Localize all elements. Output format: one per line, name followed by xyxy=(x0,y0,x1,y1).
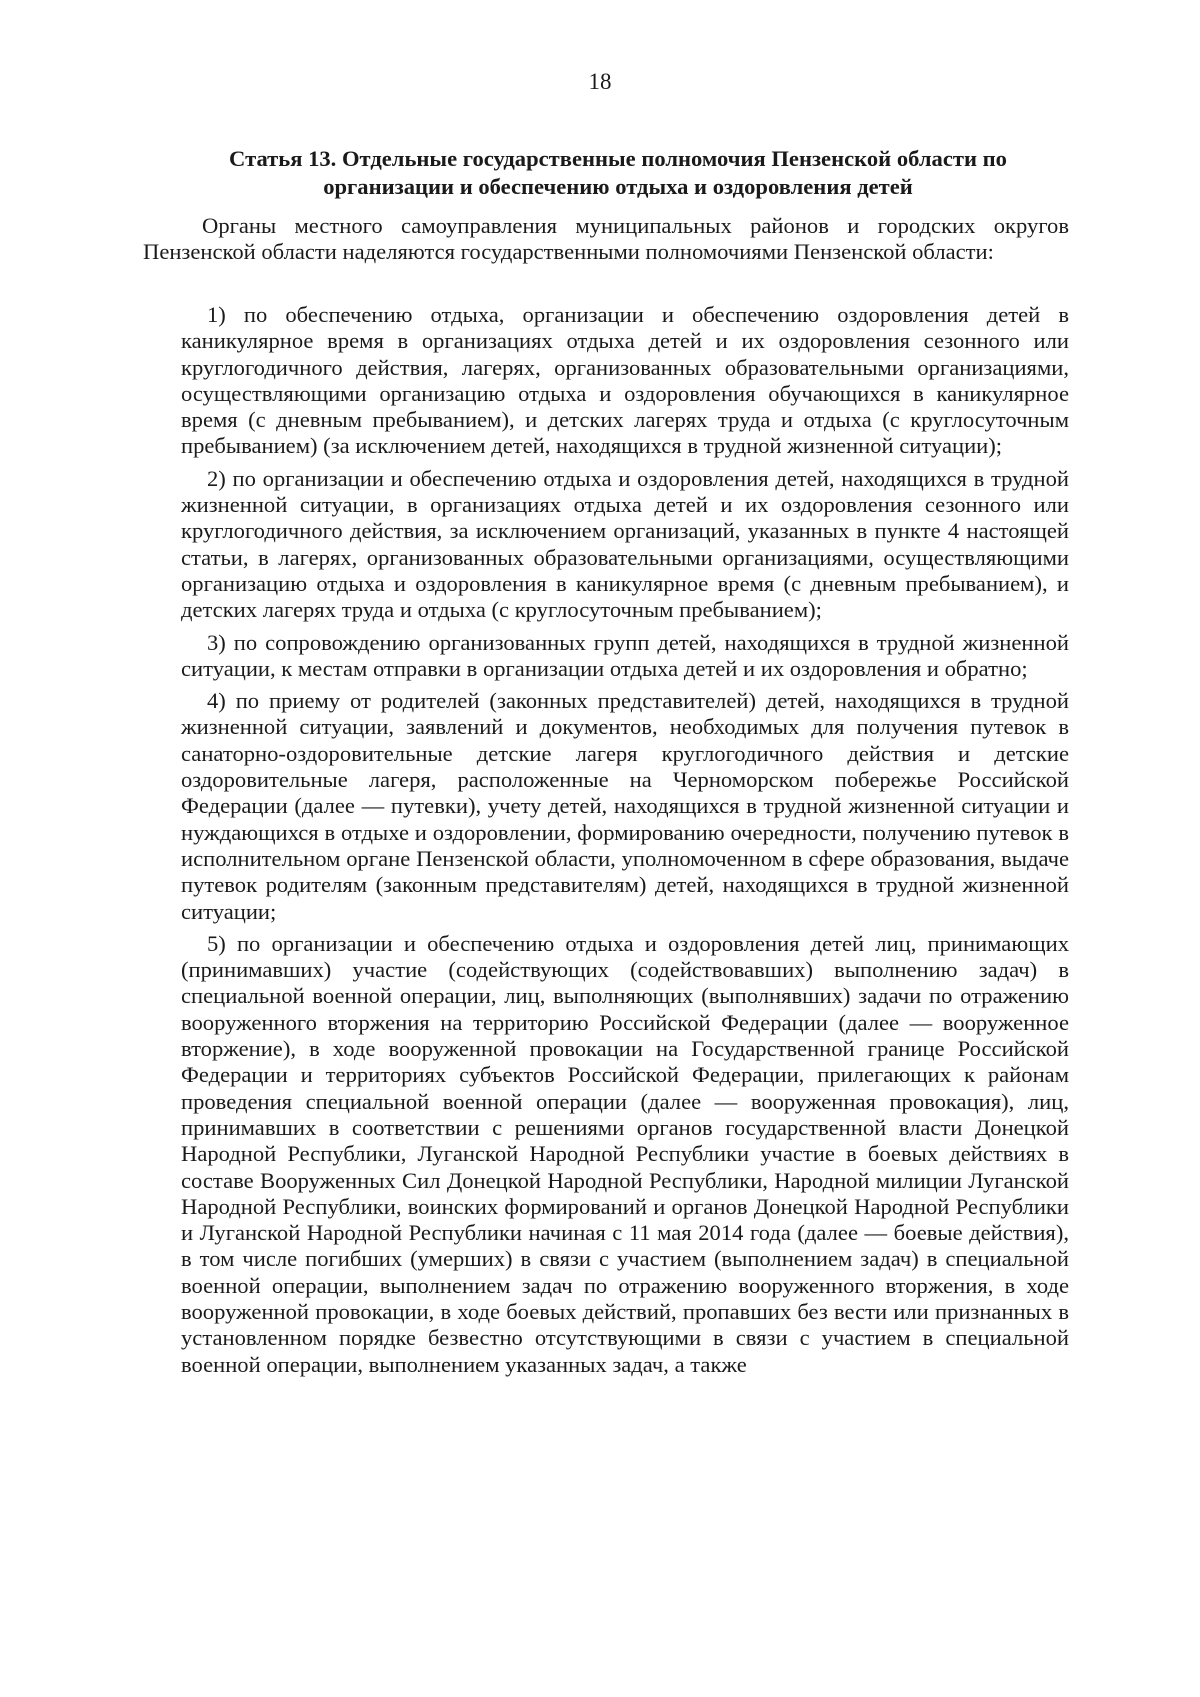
list-item: 3) по сопровождению организованных групп детей, находящихся в трудной жизненной ситуации, к местам отправки в организации отдыха детей и их оздоровления и обратно; xyxy=(181,629,1069,681)
page-number: 18 xyxy=(588,69,612,94)
list-item: 2) по организации и обеспечению отдыха и оздоровления детей, находящихся в трудной жизненной ситуации, в организациях отдыха детей и их оздоровления сезонного или круглогодичного действия, за исключением организаций, указанных в пункте 4 настоящей статьи, в лагерях, организованных образовательными организациями, осуществляющими организацию отдыха и оздоровления в каникулярное время (с дневным пребыванием), и детских лагерях труда и отдыха (с круглосуточным пребыванием); xyxy=(181,465,1069,623)
list-item: 4) по приему от родителей (законных представителей) детей, находящихся в трудной жизненной ситуации, заявлений и документов, необходимых для получения путевок в санаторно-оздоровительные детские лагеря круглогодичного действия и детские оздоровительные лагеря, расположенные на Черноморском побережье Российской Федерации (далее — путевки), учету детей, находящихся в трудной жизненной ситуации и нуждающихся в отдыхе и оздоровлении, формированию очередности, получению путевок в исполнительном органе Пензенской области, уполномоченном в сфере образования, выдаче путевок родителям (законным представителям) детей, находящихся в трудной жизненной ситуации; xyxy=(181,688,1069,924)
article-intro: Органы местного самоуправления муниципальных районов и городских округов Пензенской области наделяются государственными полномочиями Пензенской области: xyxy=(143,213,1069,265)
list-item: 5) по организации и обеспечению отдыха и оздоровления детей лиц, принимающих (принимавших) участие (содействующих (содействовавших) выполнению задач) в специальной военной операции, лиц, выполняющих (выполнявших) задачи по отражению вооруженного вторжения на территорию Российской Федерации (далее — вооруженное вторжение), в ходе вооруженной провокации на Государственной границе Российской Федерации и территориях субъектов Российской Федерации, прилегающих к районам проведения специальной военной операции (далее — вооруженная провокация), лиц, принимавших в соответствии с решениями органов государственной власти Донецкой Народной Республики, Луганской Народной Республики участие в боевых действиях в составе Вооруженных Сил Донецкой Народной Республики, Народной милиции Луганской Народной Республики, воинских формирований и органов Донецкой Народной Республики и Луганской Народной Республики начиная с 11 мая 2014 года (далее — боевые действия), в том числе погибших (умерших) в связи с участием (выполнением задач) в специальной военной операции, выполнением задач по отражению вооруженного вторжения, в ходе вооруженной провокации, в ходе боевых действий, пропавших без вести или признанных в установленном порядке безвестно отсутствующими в связи с участием в специальной военной операции, выполнением указанных задач, а также xyxy=(181,930,1069,1377)
list-item: 1) по обеспечению отдыха, организации и обеспечению оздоровления детей в каникулярное время в организациях отдыха детей и их оздоровления сезонного или круглогодичного действия, лагерях, организованных образовательными организациями, осуществляющими организацию отдыха и оздоровления обучающихся в каникулярное время (с дневным пребыванием), и детских лагерях труда и отдыха (с круглосуточным пребыванием) (за исключением детей, находящихся в трудной жизненной ситуации); xyxy=(181,302,1069,459)
article-title: Статья 13. Отдельные государственные полномочия Пензенской области по организации и обеспечению отдыха и оздоровления детей xyxy=(229,146,1007,199)
article-items-list xyxy=(181,302,1069,1384)
